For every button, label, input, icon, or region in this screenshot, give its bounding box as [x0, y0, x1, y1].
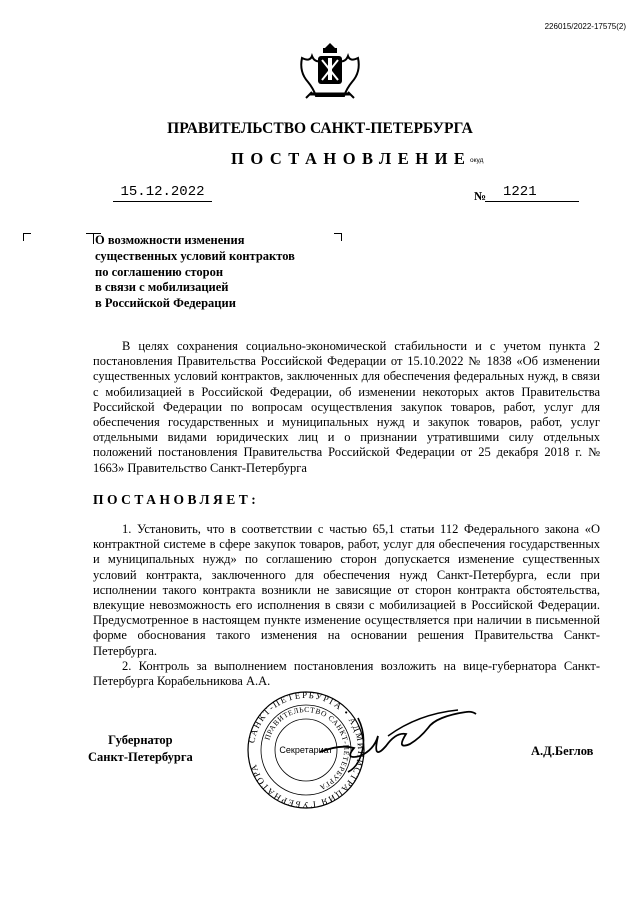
subject-line: по соглашению сторон	[95, 264, 224, 279]
okud-label: окуд	[470, 157, 484, 164]
handwritten-signature	[318, 708, 478, 784]
subject-line: в связи с мобилизацией	[95, 280, 229, 295]
resolution-items	[93, 522, 600, 689]
item-1-paragraph: 1. Установить, что в соответствии с частью 65,1 статьи 112 Федерального закона «О контрактной системе в сфере закупок товаров, работ, услуг для обеспечения государственных и муниципальных нужд» по соглашению сторон допускается изменение существенных условий контракта, заключенного для обеспечения нужд Санкт-Петербурга, если при исполнении такого контракта возникли не зависящие от сторон контракта обстоятельства, влекущие невозможность его исполнения в связи с мобилизацией в Российской Федерации. Предусмотренное в настоящем пункте изменение осуществляется при наличии в письменной форме обоснования такого изменения на основании решения Правительства Санкт-Петербурга.	[93, 522, 600, 658]
document-date: 15.12.2022	[113, 184, 212, 202]
item-2-paragraph: 2. Контроль за выполнением постановления возложить на вице-губернатора Санкт-Петербурга Корабельникова А.А.	[93, 658, 600, 689]
preamble-block	[93, 339, 600, 476]
seal-center-text: Секретариат	[279, 745, 333, 755]
subject-line: О возможности изменения	[95, 233, 245, 247]
subject-line: в Российской Федерации	[95, 296, 236, 311]
document-id: 226015/2022-17575(2)	[544, 22, 626, 31]
document-number: 1221	[485, 184, 579, 202]
government-title: ПРАВИТЕЛЬСТВО САНКТ-ПЕТЕРБУРГА	[167, 120, 473, 137]
resolves-heading: ПОСТАНОВЛЯЕТ:	[93, 492, 260, 507]
signatory-position: Губернатор Санкт-Петербурга	[88, 733, 193, 764]
document-type-title: ПОСТАНОВЛЕНИЕ	[231, 149, 472, 168]
seal-outer-text: САНКТ-ПЕТЕРБУРГА • АДМИНИСТРАЦИЯ ГУБЕРНАТОРА	[246, 690, 366, 810]
subject-line: существенных условий контрактов	[95, 248, 295, 263]
corner-mark	[23, 233, 31, 241]
seal-inner-text: ПРАВИТЕЛЬСТВО САНКТ-ПЕТЕРБУРГА	[262, 704, 352, 793]
signatory-name: А.Д.Беглов	[531, 744, 594, 758]
corner-mark	[334, 233, 342, 241]
document-subject	[95, 233, 295, 312]
coat-of-arms-emblem	[296, 40, 364, 102]
preamble-paragraph: В целях сохранения социально-экономической стабильности и с учетом пункта 2 постановления Правительства Российской Федерации от 15.10.2022 № 1838 «Об изменении существенных условий контрактов, заключенных для обеспечения федеральных нужд, в связи с мобилизацией в Российской Федерации, об изменении некоторых актов Правительства Российской Федерации по вопросам осуществления закупок товаров, работ, услуг для обеспечения государственных и муниципальных нужд и закупок товаров, работ, услуг отдельными видами юридических лиц и о признании утратившими силу отдельных положений постановления Правительства Российской Федерации от 25 декабря 2018 г. № 1663» Правительство Санкт-Петербурга	[93, 339, 600, 475]
number-label: №	[474, 189, 487, 203]
